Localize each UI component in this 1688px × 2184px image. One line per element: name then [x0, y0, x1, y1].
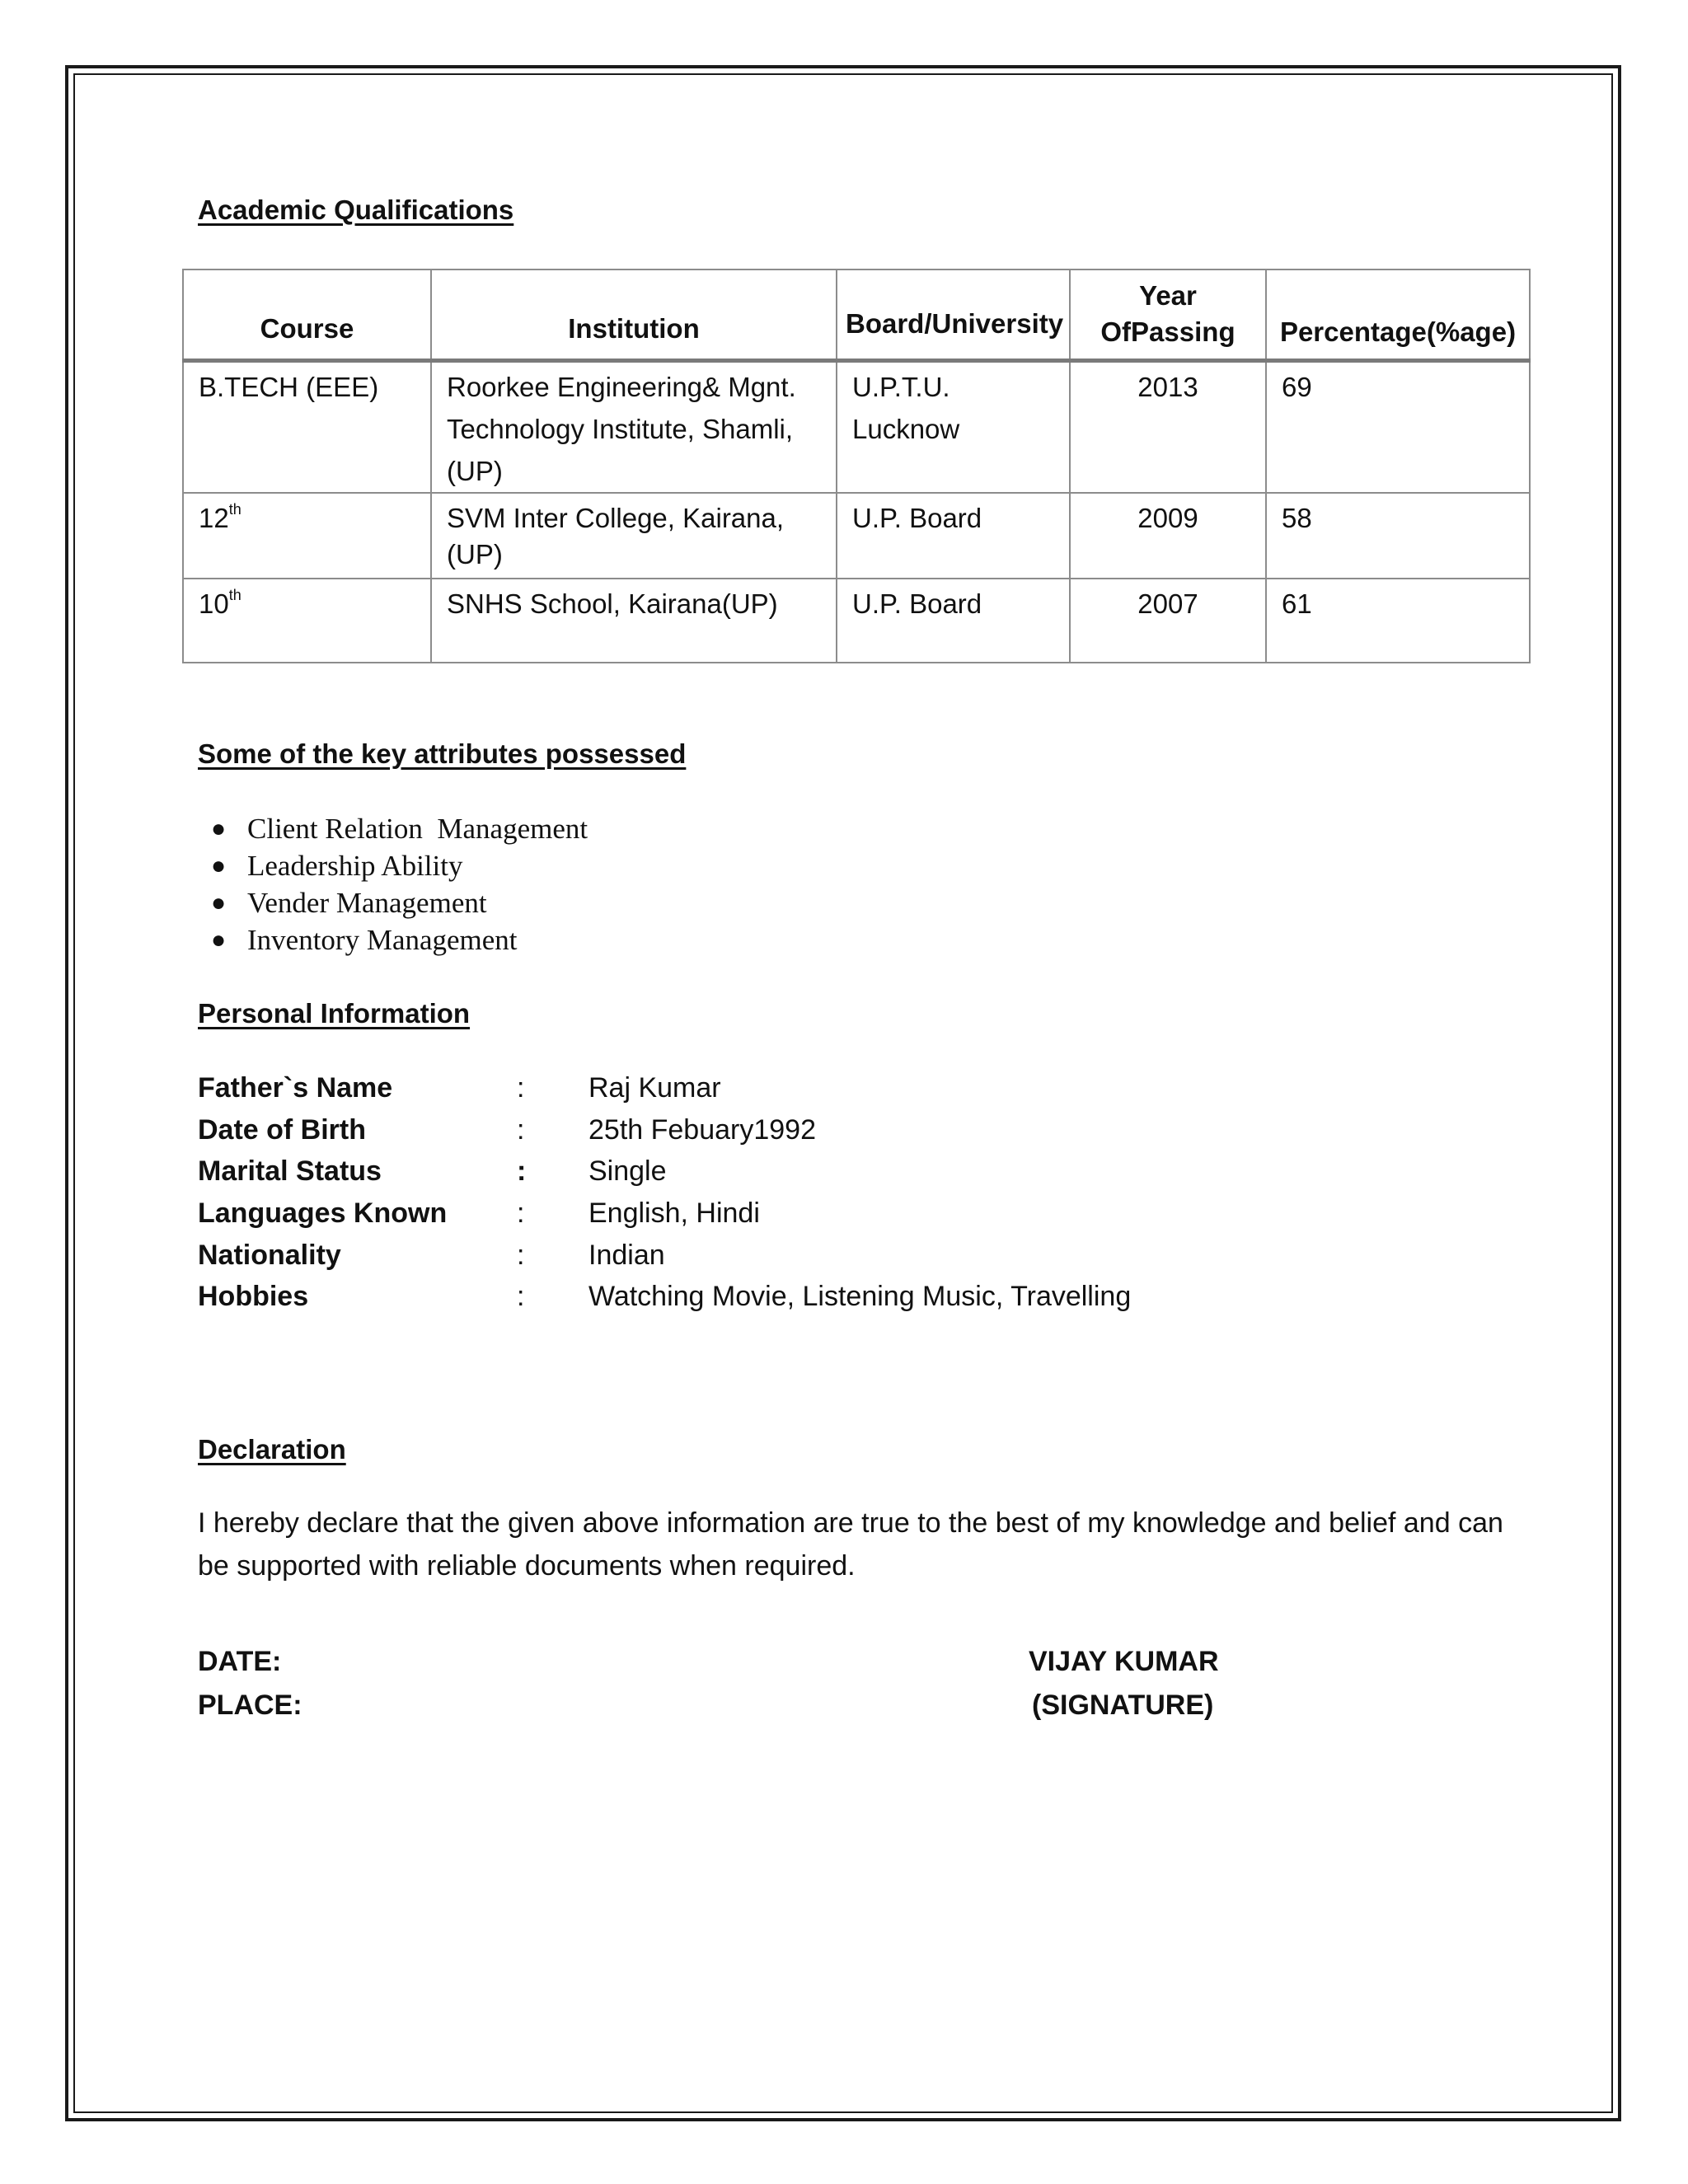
col-header-board: Board/University	[837, 269, 1070, 360]
cell-percentage: 61	[1266, 579, 1530, 663]
cell-year: 2009	[1070, 493, 1266, 579]
bullet-icon: ●	[211, 889, 227, 916]
declaration-text: I hereby declare that the given above information are true to the best of my knowledge and belief and can be supported with reliable documents when required.	[198, 1507, 1503, 1582]
place-label: PLACE:	[198, 1690, 302, 1721]
cell-board: U.P. Board	[837, 579, 1070, 663]
list-item: ● Inventory Management	[211, 921, 588, 958]
table-row	[183, 360, 1530, 493]
cell-percentage: 69	[1266, 360, 1530, 493]
col-header-year: Year OfPassing	[1070, 269, 1266, 360]
info-separator: :	[517, 1155, 527, 1187]
info-value: 25th Febuary1992	[588, 1114, 816, 1146]
info-value: Raj Kumar	[588, 1072, 721, 1104]
signatory-name: VIJAY KUMAR	[1029, 1646, 1219, 1677]
list-item: ● Vender Management	[211, 884, 588, 921]
cell-institution: SVM Inter College, Kairana, (UP)	[431, 493, 837, 579]
cell-board: U.P. Board	[837, 493, 1070, 579]
info-label: Marital Status	[198, 1155, 382, 1187]
col-header-course: Course	[183, 269, 431, 360]
info-value: English, Hindi	[588, 1197, 760, 1229]
bullet-icon: ●	[211, 815, 227, 842]
info-value: Indian	[588, 1240, 665, 1271]
table-row	[183, 579, 1530, 663]
info-separator: :	[517, 1197, 525, 1229]
cell-board: U.P.T.U. Lucknow	[837, 360, 1070, 493]
attributes-list	[211, 810, 588, 958]
cell-year: 2013	[1070, 360, 1266, 493]
table-row	[183, 493, 1530, 579]
bullet-icon: ●	[211, 926, 227, 954]
academic-heading: Academic Qualifications	[198, 194, 514, 225]
cell-institution: SNHS School, Kairana(UP)	[431, 579, 837, 663]
info-label: Father`s Name	[198, 1072, 393, 1104]
attributes-heading: Some of the key attributes possessed	[198, 738, 687, 769]
date-label: DATE:	[198, 1646, 282, 1677]
info-separator: :	[517, 1240, 525, 1271]
info-label: Nationality	[198, 1240, 341, 1271]
info-separator: :	[517, 1114, 525, 1146]
info-separator: :	[517, 1281, 525, 1312]
qualifications-table	[182, 269, 1531, 663]
info-label: Date of Birth	[198, 1114, 366, 1146]
cell-institution: Roorkee Engineering& Mgnt. Technology Institute, Shamli, (UP)	[431, 360, 837, 493]
info-value: Watching Movie, Listening Music, Travelling	[588, 1281, 1132, 1312]
bullet-icon: ●	[211, 852, 227, 879]
list-item: ● Leadership Ability	[211, 847, 588, 884]
col-header-institution: Institution	[431, 269, 837, 360]
info-value: Single	[588, 1155, 667, 1187]
table-header-row	[183, 269, 1530, 360]
cell-course: 12th	[183, 493, 431, 579]
info-separator: :	[517, 1072, 525, 1104]
info-label: Hobbies	[198, 1281, 309, 1312]
personal-heading: Personal Information	[198, 998, 471, 1029]
cell-course: B.TECH (EEE)	[183, 360, 431, 493]
col-header-percentage: Percentage(%age)	[1266, 269, 1530, 360]
signature-label: (SIGNATURE)	[1032, 1690, 1214, 1721]
info-label: Languages Known	[198, 1197, 448, 1229]
cell-percentage: 58	[1266, 493, 1530, 579]
cell-course: 10th	[183, 579, 431, 663]
declaration-heading: Declaration	[198, 1434, 346, 1465]
list-item: ● Client Relation Management	[211, 810, 588, 847]
cell-year: 2007	[1070, 579, 1266, 663]
